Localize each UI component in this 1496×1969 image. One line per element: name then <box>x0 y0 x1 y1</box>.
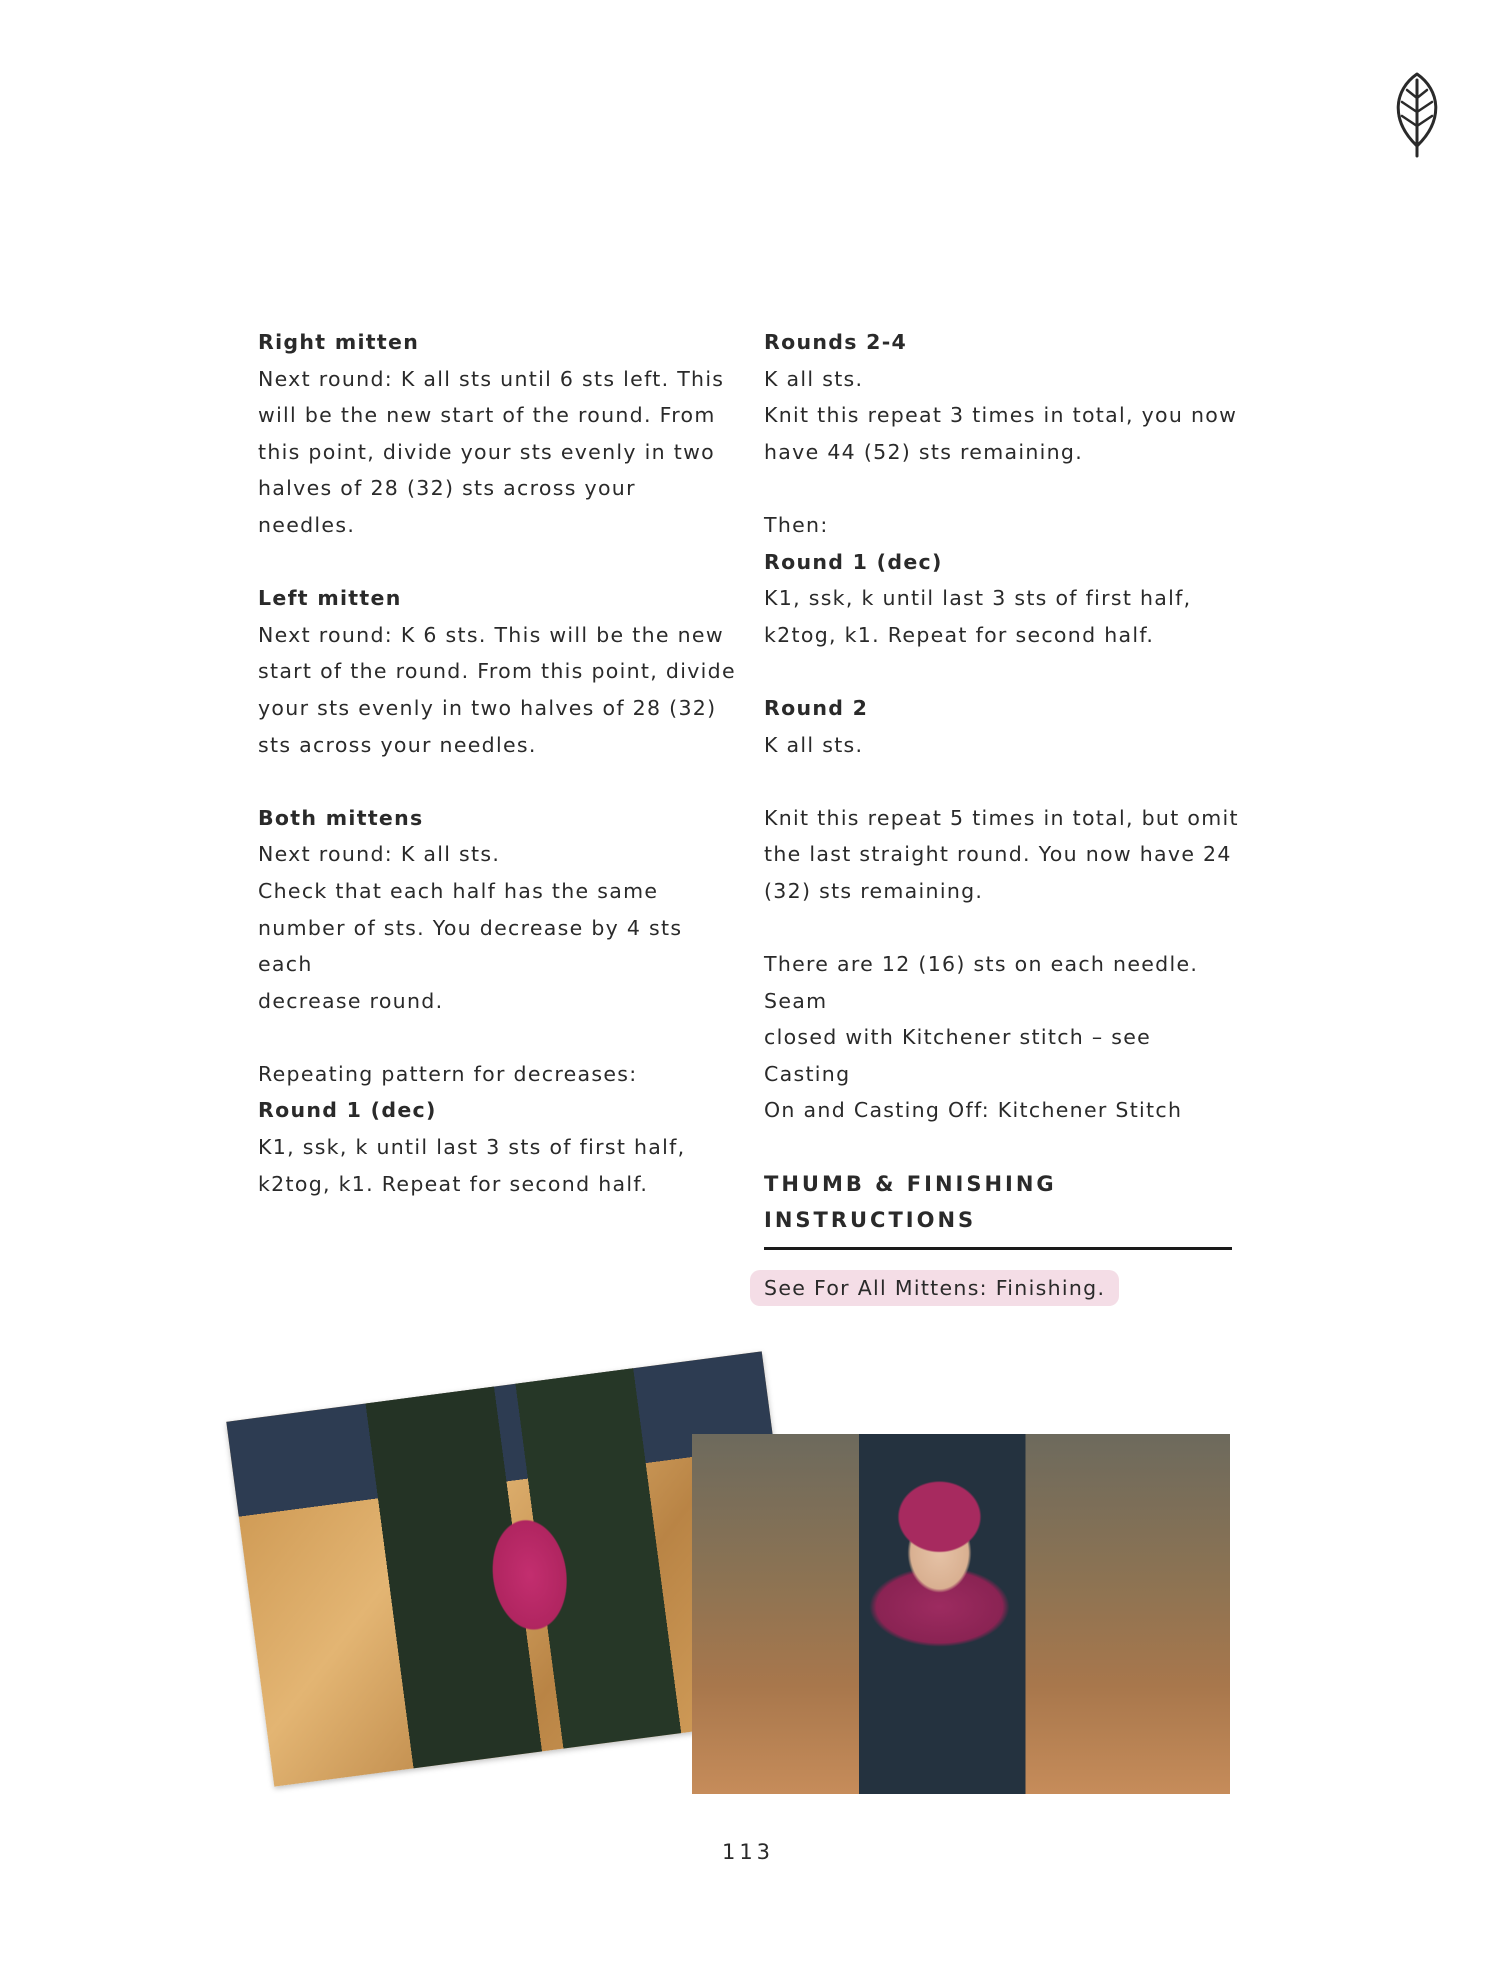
text-line: halves of 28 (32) sts across your needles. <box>258 476 636 537</box>
text-line: number of sts. You decrease by 4 sts each <box>258 915 683 977</box>
text-line: Next round: K 6 sts. This will be the new <box>258 622 724 647</box>
round1-dec-heading: Round 1 (dec) <box>764 549 943 574</box>
text-line: (32) sts remaining. <box>764 878 984 903</box>
round1-dec-heading: Round 1 (dec) <box>258 1098 437 1123</box>
text-line: have 44 (52) sts remaining. <box>764 439 1084 464</box>
rounds-2-4-heading: Rounds 2-4 <box>764 330 908 354</box>
text-line: K1, ssk, k until last 3 sts of first half, <box>258 1135 686 1160</box>
text-line: the last straight round. You now have 24 <box>764 842 1232 867</box>
text-line: Knit this repeat 3 times in total, you now <box>764 403 1238 428</box>
text-line: Knit this repeat 5 times in total, but omit <box>764 805 1239 830</box>
text-line: closed with Kitchener stitch – see Casting <box>764 1025 1152 1086</box>
text-line: K all sts. <box>764 366 864 391</box>
text-line: this point, divide your sts evenly in two <box>258 439 715 464</box>
then-label: Then: <box>764 512 829 537</box>
text-line: your sts evenly in two halves of 28 (32) <box>258 695 717 720</box>
text-line: k2tog, k1. Repeat for second half. <box>764 622 1155 647</box>
left-column <box>258 324 738 1202</box>
text-line: On and Casting Off: Kitchener Stitch <box>764 1098 1183 1123</box>
text-line: K1, ssk, k until last 3 sts of first half, <box>764 586 1192 611</box>
text-line: There are 12 (16) sts on each needle. Seam <box>764 952 1199 1013</box>
right-column <box>764 324 1244 1306</box>
text-line: k2tog, k1. Repeat for second half. <box>258 1171 649 1196</box>
woman-forest-photo <box>692 1434 1230 1794</box>
both-mittens-heading: Both mittens <box>258 805 424 830</box>
text-line: Next round: K all sts until 6 sts left. This <box>258 366 725 391</box>
left-mitten-heading: Left mitten <box>258 586 402 611</box>
thumb-finishing-section-title <box>764 1166 1232 1250</box>
section-title-line: THUMB & FINISHING <box>764 1171 1057 1196</box>
right-mitten-heading: Right mitten <box>258 330 420 354</box>
section-title-line: INSTRUCTIONS <box>764 1208 977 1233</box>
repeating-intro: Repeating pattern for decreases: <box>258 1061 638 1086</box>
see-finishing-note: See For All Mittens: Finishing. <box>750 1270 1119 1306</box>
page-number: 113 <box>721 1840 775 1864</box>
text-line: Check that each half has the same <box>258 878 659 903</box>
leaf-icon <box>1372 68 1462 158</box>
round2-heading: Round 2 <box>764 695 869 720</box>
text-line: will be the new start of the round. From <box>258 403 716 428</box>
text-line: decrease round. <box>258 988 444 1013</box>
text-line: start of the round. From this point, divide <box>258 659 736 684</box>
text-line: sts across your needles. <box>258 732 537 757</box>
text-line: Next round: K all sts. <box>258 842 501 867</box>
text-line: K all sts. <box>764 732 864 757</box>
